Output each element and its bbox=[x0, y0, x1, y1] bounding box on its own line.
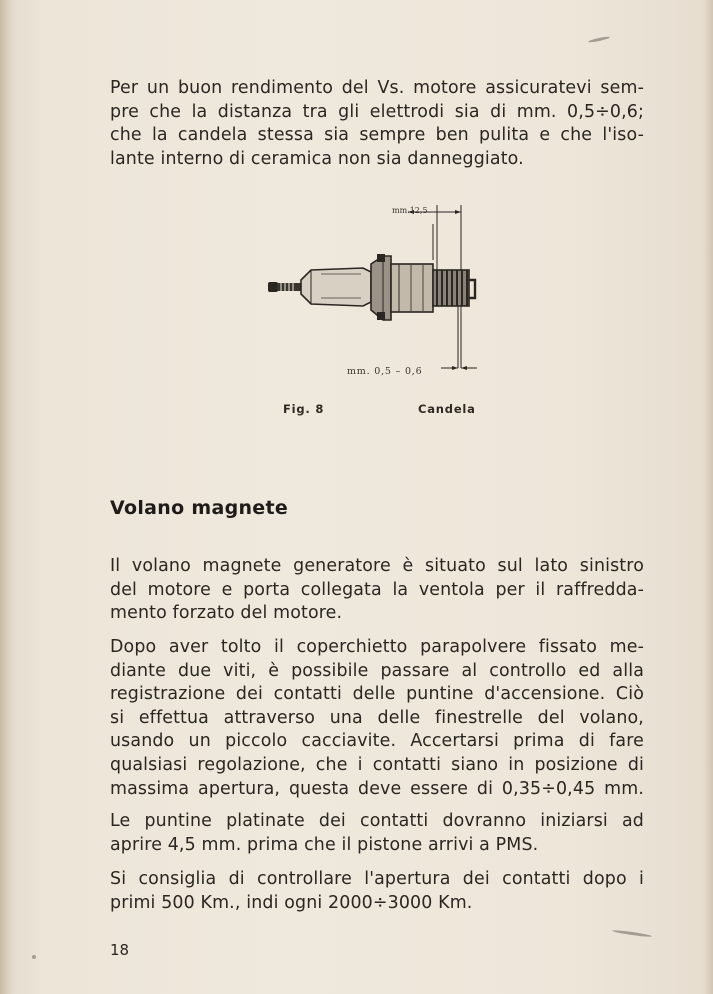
text-line: che la candela stessa sia sempre ben pulita e che l'iso- bbox=[110, 125, 644, 146]
paragraph bbox=[110, 810, 644, 857]
text-line: si effettua attraverso una delle finestrelle del volano, bbox=[110, 707, 644, 728]
text-line: aprire 4,5 mm. prima che il pistone arrivi a PMS. bbox=[110, 834, 539, 855]
text-line: Le puntine platinate dei contatti dovranno iniziarsi ad bbox=[110, 811, 644, 831]
text-line: lante interno di ceramica non sia danneggiato. bbox=[110, 148, 524, 169]
ink-mark bbox=[588, 36, 610, 44]
figure-caption: Candela bbox=[418, 402, 476, 416]
dimension-label-top: mm.12,5 bbox=[392, 206, 428, 215]
paragraph bbox=[110, 555, 644, 626]
section-title: Volano magnete bbox=[110, 497, 289, 519]
text-line: diante due viti, è possibile passare al controllo ed alla bbox=[110, 660, 644, 681]
text-line: pre che la distanza tra gli elettrodi sia di mm. 0,5÷0,6; bbox=[110, 101, 644, 122]
paragraph bbox=[110, 636, 644, 801]
text-line: registrazione dei contatti delle puntine d'accensione. Ciò bbox=[110, 684, 644, 705]
page-edge-left bbox=[0, 0, 14, 994]
dimension-label-gap: mm. 0,5 – 0,6 bbox=[347, 366, 423, 377]
text-line: Il volano magnete generatore è situato sul lato sinistro bbox=[110, 556, 644, 576]
text-line: del motore e porta collegata la ventola per il raffredda- bbox=[110, 579, 644, 600]
text-line: Dopo aver tolto il coperchietto parapolvere fissato me- bbox=[110, 637, 644, 657]
spark-plug-illustration bbox=[265, 198, 505, 388]
ink-mark bbox=[32, 955, 36, 959]
text-line: Si consiglia di controllare l'apertura dei contatti dopo i bbox=[110, 869, 644, 889]
ink-mark bbox=[612, 929, 652, 938]
text-line: Per un buon rendimento del Vs. motore assicuratevi sem- bbox=[110, 78, 644, 98]
page-number: 18 bbox=[110, 941, 130, 959]
text-line: primi 500 Km., indi ogni 2000÷3000 Km. bbox=[110, 892, 473, 913]
text-line: qualsiasi regolazione, che i contatti siano in posizione di bbox=[110, 754, 644, 775]
text-line: usando un piccolo cacciavite. Accertarsi prima di fare bbox=[110, 731, 644, 752]
text-line: massima apertura, questa deve essere di 0,35÷0,45 mm. bbox=[110, 778, 644, 799]
figure-number: Fig. 8 bbox=[283, 402, 325, 416]
text-line: mento forzato del motore. bbox=[110, 603, 343, 624]
paragraph bbox=[110, 868, 644, 915]
page-edge-right bbox=[703, 0, 713, 994]
intro-paragraph bbox=[110, 77, 644, 171]
